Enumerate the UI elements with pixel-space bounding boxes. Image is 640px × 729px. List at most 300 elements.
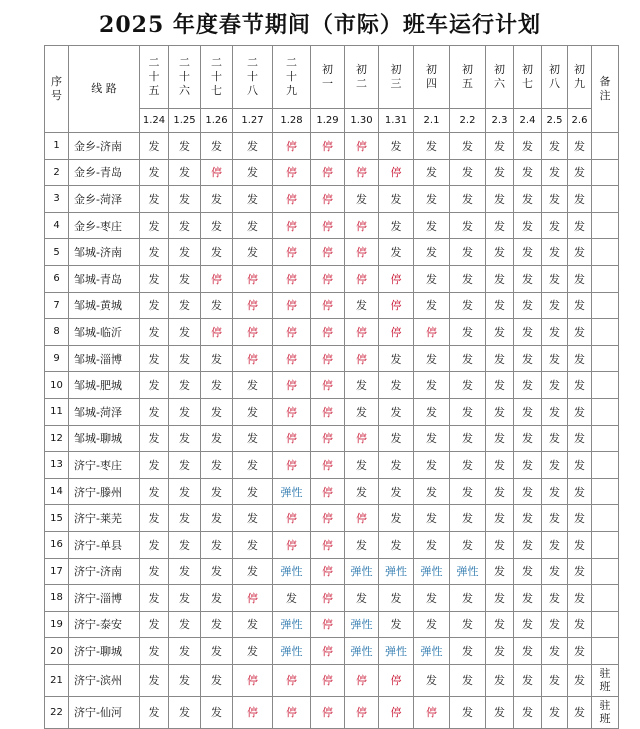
status-cell: 发 <box>345 478 379 505</box>
status-cell: 发 <box>201 558 233 585</box>
status-cell: 发 <box>450 292 486 319</box>
status-cell: 发 <box>140 611 169 638</box>
status-cell: 弹性 <box>450 558 486 585</box>
status-cell: 发 <box>486 531 514 558</box>
status-cell: 发 <box>345 372 379 399</box>
status-cell: 停 <box>311 505 345 532</box>
note-cell <box>592 611 619 638</box>
status-cell: 发 <box>169 611 201 638</box>
status-cell: 停 <box>233 292 273 319</box>
note-cell <box>592 585 619 612</box>
status-cell: 发 <box>568 505 592 532</box>
status-cell: 发 <box>140 133 169 160</box>
status-cell: 发 <box>514 186 542 213</box>
status-cell: 发 <box>514 265 542 292</box>
status-cell: 发 <box>486 478 514 505</box>
status-cell: 发 <box>542 186 568 213</box>
status-cell: 发 <box>201 611 233 638</box>
status-cell: 停 <box>201 265 233 292</box>
status-cell: 发 <box>201 186 233 213</box>
status-cell: 发 <box>233 505 273 532</box>
status-cell: 发 <box>568 345 592 372</box>
status-cell: 停 <box>311 159 345 186</box>
status-cell: 发 <box>233 638 273 665</box>
status-cell: 发 <box>201 372 233 399</box>
status-cell: 发 <box>450 611 486 638</box>
status-cell: 弹性 <box>273 558 311 585</box>
row-index: 15 <box>45 505 69 532</box>
status-cell: 发 <box>568 133 592 160</box>
row-index: 10 <box>45 372 69 399</box>
route-name: 济宁-淄博 <box>69 585 140 612</box>
status-cell: 弹性 <box>414 558 450 585</box>
status-cell: 发 <box>450 664 486 696</box>
status-cell: 发 <box>140 292 169 319</box>
status-cell: 停 <box>311 558 345 585</box>
status-cell: 发 <box>542 664 568 696</box>
day-name: 二 十 七 <box>201 46 233 109</box>
day-name: 二 十 九 <box>273 46 311 109</box>
status-cell: 发 <box>233 133 273 160</box>
status-cell: 发 <box>169 345 201 372</box>
date-cell: 2.6 <box>568 109 592 133</box>
status-cell: 发 <box>233 212 273 239</box>
status-cell: 发 <box>233 372 273 399</box>
status-cell: 发 <box>486 425 514 452</box>
status-cell: 发 <box>514 372 542 399</box>
status-cell: 发 <box>568 478 592 505</box>
row-index: 1 <box>45 133 69 160</box>
day-name: 初 一 <box>311 46 345 109</box>
status-cell: 发 <box>414 452 450 479</box>
date-cell: 1.30 <box>345 109 379 133</box>
status-cell: 发 <box>140 452 169 479</box>
status-cell: 停 <box>311 292 345 319</box>
row-index: 4 <box>45 212 69 239</box>
status-cell: 发 <box>140 239 169 266</box>
status-cell: 发 <box>486 452 514 479</box>
status-cell: 弹性 <box>273 611 311 638</box>
status-cell: 发 <box>169 398 201 425</box>
table-row <box>45 558 619 585</box>
status-cell: 发 <box>514 478 542 505</box>
status-cell: 发 <box>542 345 568 372</box>
status-cell: 停 <box>311 398 345 425</box>
row-index: 7 <box>45 292 69 319</box>
table-row <box>45 159 619 186</box>
status-cell: 发 <box>486 611 514 638</box>
status-cell: 停 <box>345 212 379 239</box>
row-index: 21 <box>45 664 69 696</box>
note-cell <box>592 425 619 452</box>
status-cell: 停 <box>379 664 414 696</box>
day-name: 初 五 <box>450 46 486 109</box>
row-index: 13 <box>45 452 69 479</box>
status-cell: 弹性 <box>273 478 311 505</box>
status-cell: 发 <box>201 478 233 505</box>
status-cell: 发 <box>542 319 568 346</box>
status-cell: 发 <box>568 372 592 399</box>
status-cell: 发 <box>414 505 450 532</box>
status-cell: 发 <box>450 212 486 239</box>
status-cell: 发 <box>514 505 542 532</box>
status-cell: 发 <box>201 505 233 532</box>
status-cell: 停 <box>311 319 345 346</box>
status-cell: 停 <box>311 425 345 452</box>
note-cell <box>592 372 619 399</box>
row-index: 19 <box>45 611 69 638</box>
status-cell: 停 <box>345 133 379 160</box>
status-cell: 弹性 <box>273 638 311 665</box>
day-name: 二 十 五 <box>140 46 169 109</box>
status-cell: 发 <box>169 531 201 558</box>
status-cell: 停 <box>273 372 311 399</box>
status-cell: 发 <box>542 265 568 292</box>
status-cell: 停 <box>273 212 311 239</box>
status-cell: 发 <box>542 531 568 558</box>
status-cell: 发 <box>379 425 414 452</box>
status-cell: 发 <box>414 664 450 696</box>
date-cell: 1.26 <box>201 109 233 133</box>
day-name: 初 六 <box>486 46 514 109</box>
status-cell: 发 <box>514 452 542 479</box>
table-row <box>45 452 619 479</box>
status-cell: 停 <box>273 505 311 532</box>
status-cell: 发 <box>201 345 233 372</box>
row-index: 9 <box>45 345 69 372</box>
status-cell: 发 <box>140 638 169 665</box>
status-cell: 停 <box>233 585 273 612</box>
note-cell <box>592 265 619 292</box>
status-cell: 停 <box>311 265 345 292</box>
route-name: 邹城-淄博 <box>69 345 140 372</box>
status-cell: 发 <box>486 664 514 696</box>
status-cell: 发 <box>414 265 450 292</box>
status-cell: 发 <box>201 212 233 239</box>
status-cell: 停 <box>201 319 233 346</box>
status-cell: 弹性 <box>414 638 450 665</box>
day-name: 初 四 <box>414 46 450 109</box>
note-cell <box>592 186 619 213</box>
status-cell: 发 <box>201 425 233 452</box>
status-cell: 发 <box>568 531 592 558</box>
status-cell: 发 <box>140 186 169 213</box>
status-cell: 发 <box>414 292 450 319</box>
status-cell: 停 <box>273 664 311 696</box>
day-name: 初 七 <box>514 46 542 109</box>
table-row <box>45 478 619 505</box>
status-cell: 发 <box>542 372 568 399</box>
status-cell: 发 <box>486 239 514 266</box>
status-cell: 发 <box>201 452 233 479</box>
route-name: 邹城-菏泽 <box>69 398 140 425</box>
status-cell: 停 <box>273 425 311 452</box>
date-cell: 2.1 <box>414 109 450 133</box>
status-cell: 发 <box>201 292 233 319</box>
status-cell: 弹性 <box>379 558 414 585</box>
status-cell: 发 <box>169 212 201 239</box>
status-cell: 发 <box>450 585 486 612</box>
status-cell: 发 <box>450 133 486 160</box>
status-cell: 发 <box>169 186 201 213</box>
row-index: 5 <box>45 239 69 266</box>
status-cell: 弹性 <box>345 611 379 638</box>
status-cell: 发 <box>414 212 450 239</box>
route-name: 金乡-菏泽 <box>69 186 140 213</box>
status-cell: 停 <box>311 531 345 558</box>
note-cell <box>592 531 619 558</box>
table-row <box>45 319 619 346</box>
status-cell: 发 <box>273 585 311 612</box>
route-name: 邹城-青岛 <box>69 265 140 292</box>
status-cell: 停 <box>273 398 311 425</box>
day-name: 初 八 <box>542 46 568 109</box>
status-cell: 发 <box>414 133 450 160</box>
note-cell <box>592 345 619 372</box>
status-cell: 停 <box>345 239 379 266</box>
status-cell: 发 <box>233 425 273 452</box>
status-cell: 发 <box>568 319 592 346</box>
date-cell: 1.28 <box>273 109 311 133</box>
status-cell: 发 <box>233 186 273 213</box>
status-cell: 发 <box>568 425 592 452</box>
status-cell: 停 <box>311 186 345 213</box>
date-cell: 2.2 <box>450 109 486 133</box>
status-cell: 发 <box>140 372 169 399</box>
status-cell: 发 <box>450 345 486 372</box>
status-cell: 发 <box>568 186 592 213</box>
status-cell: 发 <box>379 585 414 612</box>
status-cell: 停 <box>345 664 379 696</box>
route-name: 济宁-仙河 <box>69 696 140 728</box>
status-cell: 发 <box>379 212 414 239</box>
table-row <box>45 585 619 612</box>
status-cell: 发 <box>233 452 273 479</box>
status-cell: 停 <box>311 664 345 696</box>
status-cell: 发 <box>345 398 379 425</box>
status-cell: 停 <box>311 133 345 160</box>
status-cell: 停 <box>273 292 311 319</box>
table-row <box>45 531 619 558</box>
note-cell <box>592 133 619 160</box>
status-cell: 发 <box>169 292 201 319</box>
status-cell: 发 <box>486 345 514 372</box>
table-row <box>45 212 619 239</box>
status-cell: 停 <box>273 133 311 160</box>
status-cell: 发 <box>140 531 169 558</box>
status-cell: 发 <box>379 452 414 479</box>
status-cell: 发 <box>450 372 486 399</box>
status-cell: 发 <box>542 292 568 319</box>
table-row <box>45 664 619 696</box>
status-cell: 发 <box>414 159 450 186</box>
table-row <box>45 239 619 266</box>
status-cell: 停 <box>311 638 345 665</box>
route-name: 邹城-聊城 <box>69 425 140 452</box>
status-cell: 发 <box>568 585 592 612</box>
status-cell: 发 <box>169 133 201 160</box>
status-cell: 发 <box>169 558 201 585</box>
status-cell: 发 <box>414 345 450 372</box>
table-row <box>45 505 619 532</box>
table-row <box>45 345 619 372</box>
table-row <box>45 611 619 638</box>
status-cell: 发 <box>486 159 514 186</box>
status-cell: 停 <box>345 696 379 728</box>
status-cell: 发 <box>568 611 592 638</box>
table-row <box>45 265 619 292</box>
status-cell: 停 <box>233 345 273 372</box>
note-cell: 驻班 <box>592 696 619 728</box>
status-cell: 发 <box>514 212 542 239</box>
status-cell: 发 <box>169 505 201 532</box>
note-cell <box>592 505 619 532</box>
status-cell: 发 <box>140 558 169 585</box>
status-cell: 停 <box>311 212 345 239</box>
schedule-table <box>44 45 619 729</box>
note-cell <box>592 319 619 346</box>
route-header: 线 路 <box>69 46 140 133</box>
status-cell: 发 <box>486 558 514 585</box>
status-cell: 发 <box>379 611 414 638</box>
status-cell: 停 <box>311 696 345 728</box>
status-cell: 发 <box>514 292 542 319</box>
status-cell: 停 <box>233 696 273 728</box>
note-cell <box>592 159 619 186</box>
route-name: 邹城-临沂 <box>69 319 140 346</box>
row-index: 17 <box>45 558 69 585</box>
status-cell: 发 <box>514 531 542 558</box>
table-row <box>45 292 619 319</box>
status-cell: 发 <box>414 611 450 638</box>
status-cell: 发 <box>169 239 201 266</box>
date-cell: 1.25 <box>169 109 201 133</box>
status-cell: 发 <box>450 638 486 665</box>
day-name: 初 二 <box>345 46 379 109</box>
status-cell: 发 <box>169 265 201 292</box>
status-cell: 停 <box>201 159 233 186</box>
status-cell: 停 <box>345 319 379 346</box>
status-cell: 发 <box>568 292 592 319</box>
status-cell: 发 <box>233 531 273 558</box>
status-cell: 发 <box>486 372 514 399</box>
status-cell: 发 <box>414 531 450 558</box>
status-cell: 停 <box>273 239 311 266</box>
row-index: 12 <box>45 425 69 452</box>
status-cell: 弹性 <box>345 558 379 585</box>
status-cell: 停 <box>414 319 450 346</box>
status-cell: 停 <box>273 452 311 479</box>
route-name: 济宁-枣庄 <box>69 452 140 479</box>
status-cell: 发 <box>169 696 201 728</box>
status-cell: 发 <box>514 585 542 612</box>
status-cell: 发 <box>486 585 514 612</box>
status-cell: 发 <box>486 398 514 425</box>
day-name: 二 十 八 <box>233 46 273 109</box>
status-cell: 发 <box>414 186 450 213</box>
row-index: 3 <box>45 186 69 213</box>
status-cell: 停 <box>273 696 311 728</box>
status-cell: 发 <box>414 239 450 266</box>
row-index: 14 <box>45 478 69 505</box>
date-cell: 1.31 <box>379 109 414 133</box>
status-cell: 发 <box>568 638 592 665</box>
status-cell: 发 <box>169 159 201 186</box>
row-index: 22 <box>45 696 69 728</box>
index-header: 序号 <box>45 46 69 133</box>
status-cell: 停 <box>414 696 450 728</box>
status-cell: 发 <box>486 319 514 346</box>
status-cell: 停 <box>273 345 311 372</box>
status-cell: 发 <box>345 292 379 319</box>
status-cell: 发 <box>140 664 169 696</box>
status-cell: 停 <box>345 159 379 186</box>
route-name: 济宁-滨州 <box>69 664 140 696</box>
status-cell: 停 <box>379 696 414 728</box>
status-cell: 发 <box>379 239 414 266</box>
status-cell: 发 <box>542 398 568 425</box>
status-cell: 发 <box>379 186 414 213</box>
day-name-row <box>45 46 619 109</box>
table-row <box>45 425 619 452</box>
status-cell: 弹性 <box>345 638 379 665</box>
status-cell: 发 <box>514 664 542 696</box>
status-cell: 发 <box>486 212 514 239</box>
status-cell: 发 <box>379 531 414 558</box>
status-cell: 发 <box>568 452 592 479</box>
status-cell: 发 <box>568 696 592 728</box>
status-cell: 发 <box>450 425 486 452</box>
status-cell: 停 <box>379 159 414 186</box>
route-name: 济宁-泰安 <box>69 611 140 638</box>
row-index: 18 <box>45 585 69 612</box>
status-cell: 发 <box>201 664 233 696</box>
status-cell: 停 <box>273 319 311 346</box>
status-cell: 发 <box>379 372 414 399</box>
status-cell: 发 <box>233 558 273 585</box>
status-cell: 停 <box>311 585 345 612</box>
page-title: 2025 年度春节期间（市际）班车运行计划 <box>99 12 541 38</box>
status-cell: 停 <box>379 292 414 319</box>
note-header: 备注 <box>592 46 619 133</box>
status-cell: 发 <box>568 265 592 292</box>
row-index: 16 <box>45 531 69 558</box>
note-cell <box>592 478 619 505</box>
status-cell: 发 <box>201 133 233 160</box>
status-cell: 发 <box>514 239 542 266</box>
status-cell: 发 <box>514 133 542 160</box>
status-cell: 发 <box>450 452 486 479</box>
status-cell: 发 <box>233 159 273 186</box>
route-name: 济宁-滕州 <box>69 478 140 505</box>
status-cell: 发 <box>345 186 379 213</box>
status-cell: 停 <box>345 265 379 292</box>
status-cell: 发 <box>140 425 169 452</box>
status-cell: 发 <box>414 425 450 452</box>
status-cell: 发 <box>542 696 568 728</box>
status-cell: 发 <box>450 319 486 346</box>
status-cell: 发 <box>542 505 568 532</box>
status-cell: 发 <box>542 212 568 239</box>
status-cell: 发 <box>414 478 450 505</box>
status-cell: 发 <box>514 696 542 728</box>
status-cell: 发 <box>514 558 542 585</box>
status-cell: 发 <box>414 585 450 612</box>
status-cell: 发 <box>542 452 568 479</box>
status-cell: 发 <box>568 398 592 425</box>
route-name: 邹城-济南 <box>69 239 140 266</box>
status-cell: 发 <box>201 398 233 425</box>
